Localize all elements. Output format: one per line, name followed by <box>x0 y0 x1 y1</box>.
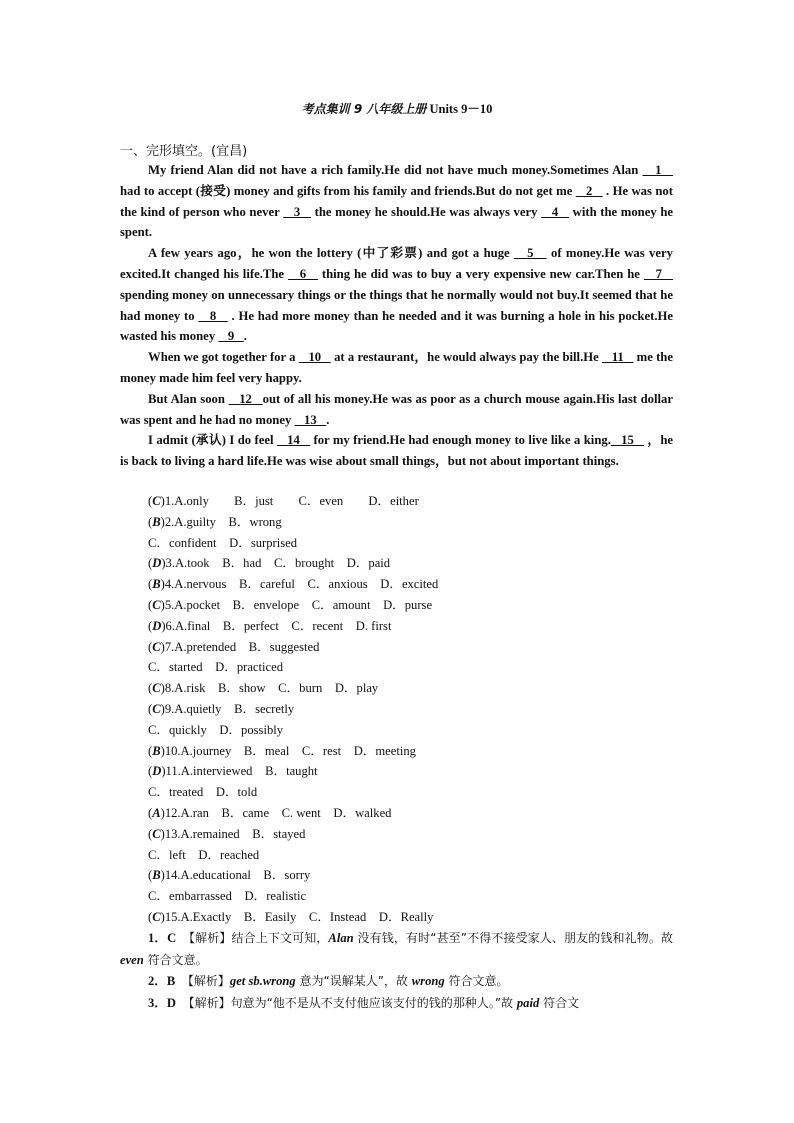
passage-paragraph-1 <box>120 160 673 243</box>
option-text: 3.A.took B．had C．brought D．paid <box>165 556 391 571</box>
explanation-number: 3．D <box>148 995 189 1010</box>
blank: 11 <box>602 350 634 365</box>
passage-text: had to accept (接受) money and gifts from his family and friends.But do not get me <box>120 183 576 198</box>
option-text: 13.A.remained B．stayed <box>164 826 306 841</box>
passage-text: the money he should.He was always very <box>311 204 542 219</box>
passage-paragraph-5 <box>120 430 673 472</box>
answer-key: (B) <box>148 577 165 592</box>
explanation-item <box>120 928 673 971</box>
explanation-text: 符合文 <box>539 995 580 1010</box>
explanation-text: 没有钱，有时“甚至”不得不接受家人、朋友的钱和礼物。故 <box>353 931 673 945</box>
option-line <box>148 720 688 741</box>
blank: 8 <box>198 308 228 323</box>
answer-key: (C) <box>148 701 165 716</box>
blank: 5 <box>514 246 547 261</box>
option-text: 11.A.interviewed B．taught <box>165 764 318 779</box>
passage-text: out of all his money.He was as poor as a church mouse again.His last dollar was spent and he had no money <box>120 391 674 427</box>
option-line <box>148 741 688 762</box>
keyword: paid <box>516 995 540 1010</box>
explanation-text: 【解析】 <box>187 974 230 988</box>
explanation-number: 1．C <box>148 931 190 945</box>
blank: 12 <box>228 391 263 406</box>
explanation-item <box>120 971 673 993</box>
option-line <box>148 678 688 699</box>
answer-key: (C) <box>148 826 165 841</box>
option-text: 7.A.pretended B．suggested <box>164 639 320 654</box>
answer-key: (C) <box>148 681 165 696</box>
option-line <box>148 845 688 866</box>
answer-key: (D) <box>148 764 166 779</box>
section-heading: 一、完形填空。(宜昌) <box>120 144 248 159</box>
answer-key: (C) <box>148 639 165 654</box>
option-line <box>148 699 688 720</box>
option-line <box>148 637 688 658</box>
option-text: 14.A.educational B．sorry <box>164 868 311 883</box>
option-text: 1.A.only B．just C．even D．either <box>164 494 419 508</box>
explanation-text: 【解析】结合上下文可知， <box>189 931 329 945</box>
option-line <box>148 824 688 845</box>
passage-text: me the money made him feel very happy. <box>120 350 673 385</box>
option-line <box>148 782 688 803</box>
option-text: 6.A.final B．perfect C．recent D. first <box>165 618 392 633</box>
passage-text: ，he is back to living a hard life.He was wise about small things，but not about important things. <box>120 433 674 469</box>
keyword: even <box>120 952 144 967</box>
option-line <box>148 574 688 595</box>
option-line <box>148 657 688 678</box>
passage-text: I admit (承认) I do feel <box>148 433 277 448</box>
answer-key: (C) <box>148 597 165 612</box>
passage-text: When we got together for a <box>148 350 299 365</box>
passage-text: at a restaurant，he would always pay the bill.He <box>330 350 602 365</box>
keyword: get sb.wrong <box>229 974 296 988</box>
blank: 4 <box>541 204 570 219</box>
explanation-text: 符合文意。 <box>143 952 208 967</box>
option-line <box>148 907 688 928</box>
blank: 10 <box>298 350 331 365</box>
blank: 1 <box>642 163 674 177</box>
explanation-number: 2．B <box>148 974 188 988</box>
explanation-text: 符合文意。 <box>444 974 509 988</box>
passage-text: for my friend.He had enough money to live like a king. <box>310 433 611 448</box>
page-title <box>0 99 794 117</box>
option-text: 12.A.ran B．came C. went D．walked <box>164 805 392 820</box>
keyword: Alan <box>328 931 354 945</box>
option-line <box>148 491 688 512</box>
blank: 13 <box>294 412 327 427</box>
answer-key: (B) <box>148 743 165 758</box>
answer-key: (D) <box>148 618 166 633</box>
option-text: 8.A.risk B．show C．burn D．play <box>164 681 379 696</box>
option-text: 5.A.pocket B．envelope C．amount D．purse <box>164 597 433 612</box>
keyword: wrong <box>411 974 445 988</box>
passage-text: thing he did was to buy a very expensive new car.Then he <box>317 266 644 281</box>
explanation-item <box>120 993 673 1015</box>
blank: 6 <box>287 266 318 281</box>
option-text: C．treated D．told <box>148 785 258 800</box>
option-text: C．left D．reached <box>148 847 260 862</box>
blank: 9 <box>218 329 244 344</box>
passage-text: A few years ago，he won the lottery (中了彩票) and got a huge <box>148 246 515 261</box>
option-text: C．quickly D．possibly <box>148 722 284 737</box>
answer-options <box>148 491 688 928</box>
option-line <box>148 865 688 886</box>
option-text: 9.A.quietly B．secretly <box>164 701 295 716</box>
passage-paragraph-3 <box>120 347 673 389</box>
answer-key: (D) <box>148 556 166 571</box>
passage-text: . He had more money than he needed and it was burning a hole in his pocket.He wasted his money <box>120 308 673 344</box>
passage-text: . <box>243 329 247 344</box>
answer-key: (C) <box>148 494 165 508</box>
option-text: C．confident D．surprised <box>148 535 298 550</box>
answer-key: (A) <box>148 805 165 820</box>
option-line <box>148 533 688 554</box>
blank: 2 <box>575 183 603 198</box>
passage-paragraph-4 <box>120 389 673 431</box>
passage-text: My friend Alan did not have a rich family.He did not have much money.Sometimes Alan <box>148 163 643 177</box>
option-text: C．embarrassed D．realistic <box>148 889 307 904</box>
option-line <box>148 595 688 616</box>
explanation-text: 意为“误解某人”，故 <box>295 974 412 988</box>
blank: 3 <box>283 204 312 219</box>
title-units: Units 9－10 <box>429 102 493 116</box>
passage-paragraph-2 <box>120 243 673 347</box>
passage-text: spending money on unnecessary things or the things that he normally would not buy.It seemed that he had money to <box>120 287 673 323</box>
blank: 15 <box>610 433 644 448</box>
passage-text: with the money he spent. <box>120 204 674 240</box>
option-text: C．started D．practiced <box>148 660 283 675</box>
passage-text: But Alan soon <box>148 391 229 406</box>
explanations <box>120 928 673 1014</box>
option-line <box>148 886 688 907</box>
option-text: 2.A.guilty B．wrong <box>164 514 282 529</box>
option-line <box>148 761 688 782</box>
title-chinese: 考点集训 9 八年级上册 <box>301 102 427 116</box>
passage-text: . <box>326 412 330 427</box>
answer-key: (B) <box>148 514 165 529</box>
option-text: 15.A.Exactly B．Easily C．Instead D．Really <box>164 909 434 924</box>
passage-text: of money.He was very excited.It changed his life.The <box>120 246 673 281</box>
answer-key: (C) <box>148 909 165 924</box>
option-line <box>148 553 688 574</box>
option-line <box>148 803 688 824</box>
answer-key: (B) <box>148 868 165 883</box>
option-line <box>148 512 688 533</box>
explanation-text: 【解析】句意为“他不是从不支付他应该支付的钱的那种人。”故 <box>188 995 517 1010</box>
option-line <box>148 616 688 637</box>
cloze-passage <box>120 160 673 472</box>
passage-text: . He was not the kind of person who never <box>120 183 673 219</box>
blank: 7 <box>643 266 674 281</box>
option-text: 10.A.journey B．meal C．rest D．meeting <box>164 743 416 758</box>
option-text: 4.A.nervous B．careful C．anxious D．excited <box>164 577 439 592</box>
blank: 14 <box>276 433 311 448</box>
